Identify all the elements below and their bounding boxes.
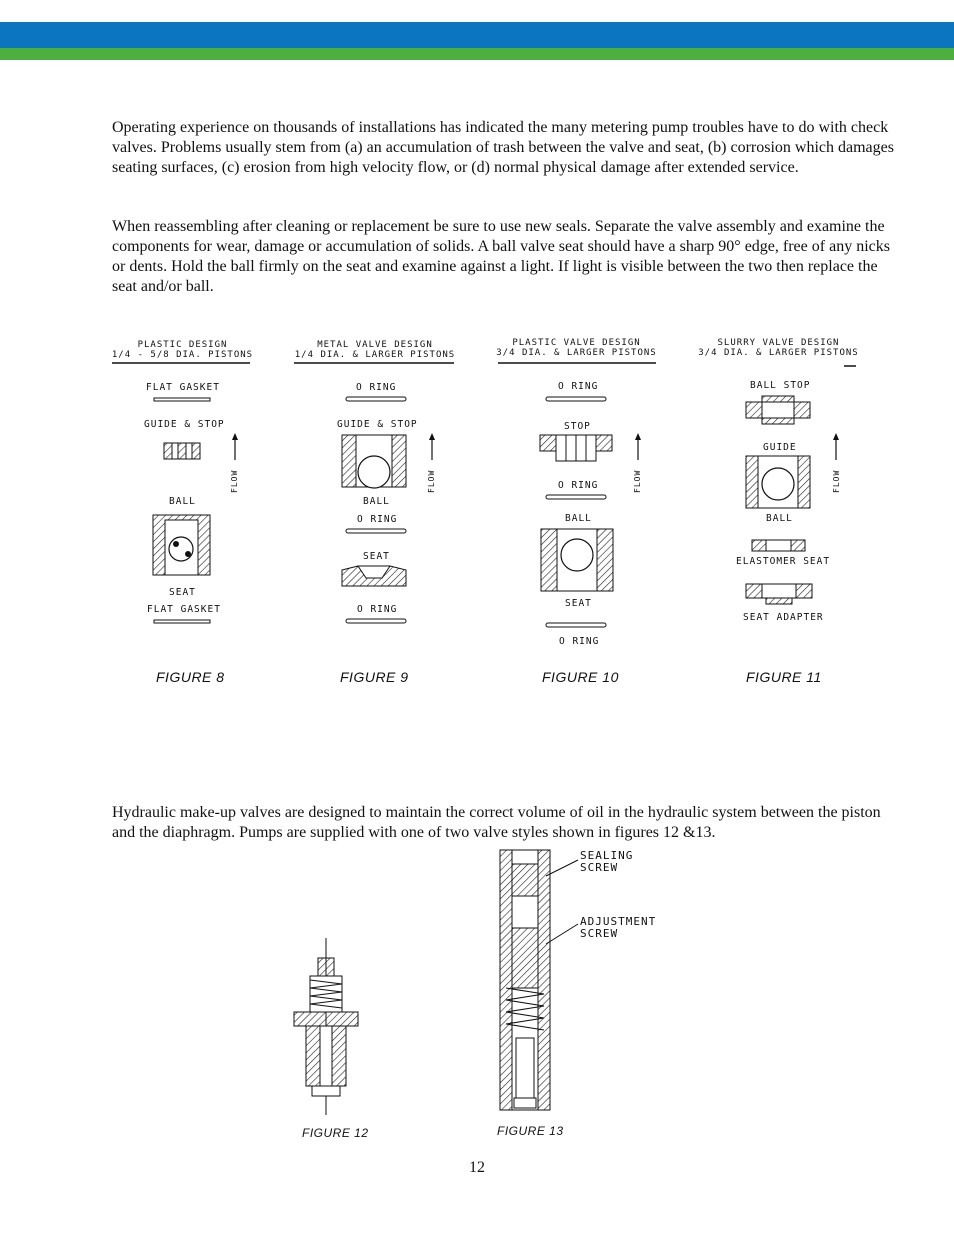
fig9-ball: BALL	[363, 496, 390, 507]
fig9-o-ring-mid: O RING	[357, 514, 398, 525]
fig13-sealing-line-1: SEALING	[580, 849, 634, 862]
fig8-caption: FIGURE 8	[156, 669, 225, 685]
fig9-o-ring-bottom: O RING	[357, 604, 398, 615]
fig10-o-ring-top: O RING	[558, 381, 599, 392]
fig9-caption: FIGURE 9	[340, 669, 409, 685]
fig8-flow-label: FLOW	[230, 469, 239, 493]
figure-12	[280, 930, 400, 1150]
fig10-title-2: 3/4 DIA. & LARGER PISTONS	[496, 348, 657, 358]
fig11-title-1: SLURRY VALVE DESIGN	[717, 338, 840, 348]
fig13-adjust-line-2: SCREW	[580, 927, 619, 940]
fig11-title-2: 3/4 DIA. & LARGER PISTONS	[698, 348, 859, 358]
fig11-guide: GUIDE	[763, 442, 797, 453]
fig10-caption: FIGURE 10	[542, 669, 619, 685]
figure-9	[290, 330, 480, 700]
fig11-flow-label: FLOW	[832, 469, 841, 493]
fig8-title-2: 1/4 - 5/8 DIA. PISTONS	[111, 350, 254, 360]
fig11-ball: BALL	[766, 513, 793, 524]
paragraph-check-valves: Operating experience on thousands of installations has indicated the many metering pump troubles have to do with check valves. Problems usually stem from (a) an accumulation of trash between the valve and seat, (b) corrosion which damages seating surfaces, (c) erosion from high velocity flow, or (d) normal physical damage after extended service.	[112, 119, 894, 176]
header-blue-bar	[0, 22, 954, 48]
fig8-ball: BALL	[169, 496, 196, 507]
fig8-title-1: PLASTIC DESIGN	[137, 340, 228, 350]
fig10-o-ring-bottom: O RING	[559, 636, 600, 647]
paragraph-hydraulic: Hydraulic make-up valves are designed to maintain the correct volume of oil in the hydraulic system between the piston and the diaphragm. Pumps are supplied with one of two valve styles shown in figures 12 &13.	[112, 804, 881, 841]
fig11-caption: FIGURE 11	[746, 669, 822, 685]
fig9-o-ring-top: O RING	[356, 382, 397, 393]
fig8-seat: SEAT	[169, 587, 196, 598]
figure-10	[494, 330, 684, 700]
fig10-o-ring-mid: O RING	[558, 480, 599, 491]
fig8-guide-stop: GUIDE & STOP	[144, 419, 225, 430]
fig11-seat-adapter: SEAT ADAPTER	[743, 612, 824, 623]
figure-8	[110, 330, 300, 700]
fig11-elastomer-seat: ELASTOMER SEAT	[736, 556, 831, 567]
fig13-caption: FIGURE 13	[497, 1124, 564, 1138]
fig11-ball-stop: BALL STOP	[750, 380, 811, 391]
paragraph-reassembling: When reassembling after cleaning or replacement be sure to use new seals. Separate the valve assembly and examine the components for wear, damage or accumulation of solids. A ball valve seat should have a sharp 90° edge, free of any nicks or dents. Hold the ball firmly on the seat and examine against a light. If light is visible between the two then replace the seat and/or ball.	[112, 218, 890, 295]
fig13-drawing	[480, 848, 700, 1148]
fig10-ball: BALL	[565, 513, 592, 524]
fig8-flat-gasket-bottom: FLAT GASKET	[147, 604, 221, 615]
fig13-sealing-line-2: SCREW	[580, 861, 619, 874]
figure-11	[696, 330, 886, 700]
header-green-bar	[0, 48, 954, 60]
figure-13	[480, 848, 700, 1148]
fig10-title-1: PLASTIC VALVE DESIGN	[512, 338, 641, 348]
fig9-title-2: 1/4 DIA. & LARGER PISTONS	[294, 350, 456, 360]
page-number: 12	[469, 1159, 485, 1176]
fig10-seat: SEAT	[565, 598, 592, 609]
fig12-drawing	[280, 930, 400, 1150]
fig9-guide-stop: GUIDE & STOP	[337, 419, 418, 430]
fig9-seat: SEAT	[363, 551, 390, 562]
fig9-title-1: METAL VALVE DESIGN	[317, 340, 433, 350]
fig8-flat-gasket-top: FLAT GASKET	[146, 382, 220, 393]
fig10-stop: STOP	[564, 421, 591, 432]
fig10-flow-label: FLOW	[633, 469, 642, 493]
fig9-flow-label: FLOW	[427, 469, 436, 493]
fig12-caption: FIGURE 12	[302, 1126, 369, 1140]
fig13-adjust-line-1: ADJUSTMENT	[580, 915, 657, 928]
